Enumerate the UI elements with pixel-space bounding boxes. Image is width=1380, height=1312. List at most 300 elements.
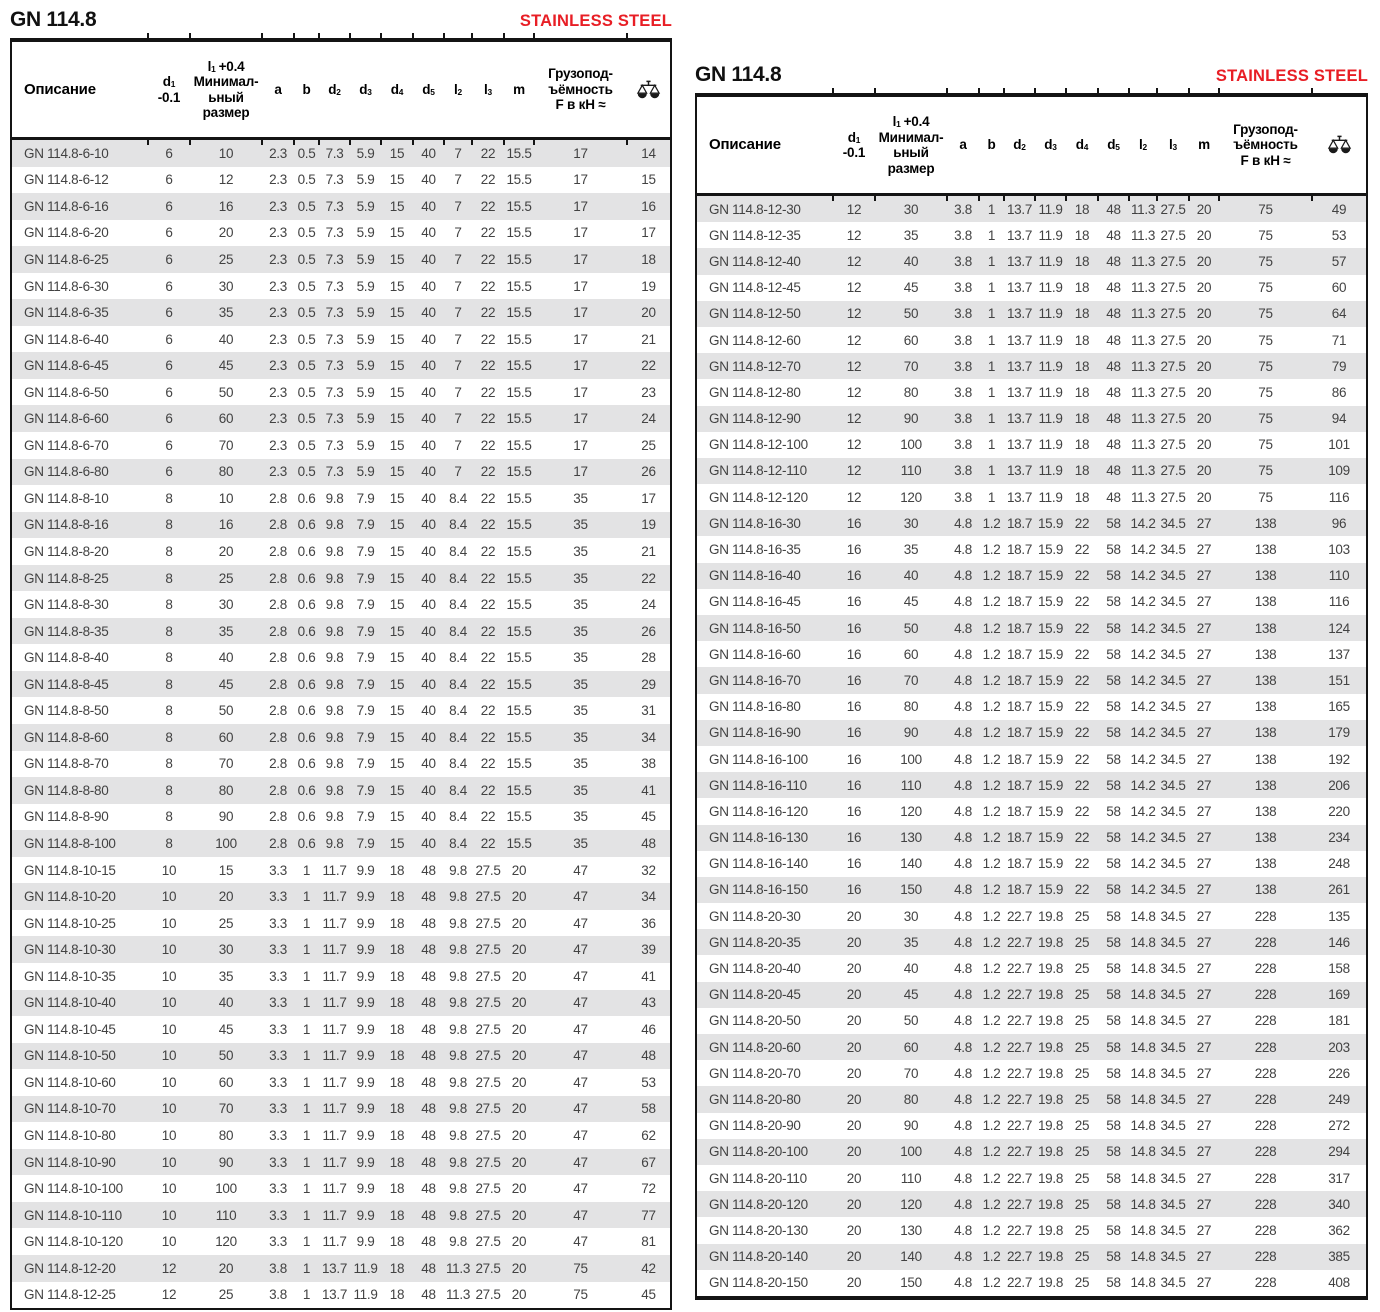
value-cell: 23 <box>641 384 656 400</box>
value-cell: 16 <box>846 515 862 531</box>
value-cell: 6 <box>165 172 173 188</box>
value-cell: 0.6 <box>297 782 316 798</box>
table-row <box>697 772 1366 798</box>
part-number-cell: GN 114.8-8-90 <box>24 809 109 825</box>
col-header-l2: $l_2$ <box>1129 97 1157 193</box>
value-cell: 8.4 <box>449 676 467 692</box>
value-cell: 75 <box>1258 411 1273 427</box>
value-cell: 22 <box>480 145 496 161</box>
value-cell: 22 <box>480 490 496 506</box>
value-cell: 109 <box>1328 463 1350 479</box>
part-number-cell: GN 114.8-12-100 <box>709 437 808 453</box>
value-cell: 80 <box>903 699 919 715</box>
table-row <box>12 883 670 910</box>
value-cell: 10 <box>161 1021 177 1037</box>
value-cell: 75 <box>1258 280 1273 296</box>
table-row <box>12 724 670 751</box>
value-cell: 7 <box>454 437 462 453</box>
value-cell: 12 <box>161 1287 177 1303</box>
table-body <box>697 196 1366 1296</box>
value-cell: 3.3 <box>269 1128 287 1143</box>
value-cell: 62 <box>641 1128 656 1143</box>
value-cell: 48 <box>1106 253 1121 269</box>
value-cell: 40 <box>421 437 436 453</box>
value-cell: 14.8 <box>1130 1196 1156 1212</box>
value-cell: 14.8 <box>1130 1144 1156 1160</box>
value-cell: 48 <box>421 1287 436 1303</box>
col-header-l3: $l_3$ <box>472 42 504 137</box>
value-cell: 234 <box>1328 830 1350 846</box>
value-cell: 9.8 <box>449 1181 467 1197</box>
value-cell: 100 <box>215 1181 237 1197</box>
value-cell: 20 <box>511 1154 527 1170</box>
value-cell: 13.7 <box>1006 384 1033 400</box>
table-row <box>697 1139 1366 1165</box>
part-number-cell: GN 114.8-12-70 <box>709 358 801 374</box>
part-number-cell: GN 114.8-10-100 <box>24 1181 123 1197</box>
value-cell: 2.3 <box>269 411 287 427</box>
value-cell: 15.5 <box>506 358 532 374</box>
value-cell: 48 <box>421 1048 436 1064</box>
value-cell: 9.8 <box>449 1101 467 1117</box>
value-cell: 25 <box>1074 934 1090 950</box>
part-number-cell: GN 114.8-12-90 <box>709 411 801 427</box>
value-cell: 34.5 <box>1160 594 1186 610</box>
value-cell: 35 <box>903 227 919 243</box>
part-number-cell: GN 114.8-10-90 <box>24 1154 116 1170</box>
value-cell: 25 <box>1074 1013 1090 1029</box>
value-cell: 7.3 <box>325 198 344 214</box>
value-cell: 18.7 <box>1006 542 1033 558</box>
value-cell: 14.8 <box>1130 1222 1156 1238</box>
value-cell: 40 <box>421 835 436 851</box>
value-cell: 14.2 <box>1130 803 1156 819</box>
value-cell: 181 <box>1328 1013 1350 1029</box>
value-cell: 9.8 <box>449 862 467 878</box>
value-cell: 9.9 <box>356 1181 375 1197</box>
value-cell: 15.9 <box>1037 699 1064 715</box>
value-cell: 0.6 <box>297 729 316 745</box>
value-cell: 19 <box>641 517 656 533</box>
value-cell: 15 <box>389 464 405 480</box>
part-number-cell: GN 114.8-6-20 <box>24 225 109 241</box>
value-cell: 1 <box>302 968 311 984</box>
value-cell: 7.9 <box>356 517 375 533</box>
value-cell: 6 <box>165 278 173 294</box>
value-cell: 5.9 <box>356 278 375 294</box>
table-row <box>12 1228 670 1255</box>
value-cell: 3.3 <box>269 1074 287 1090</box>
value-cell: 14.8 <box>1130 961 1156 977</box>
value-cell: 15 <box>389 835 405 851</box>
part-number-cell: GN 114.8-10-50 <box>24 1048 116 1064</box>
part-number-cell: GN 114.8-6-80 <box>24 464 109 480</box>
value-cell: 15.5 <box>506 517 532 533</box>
value-cell: 15 <box>389 251 405 267</box>
table-row <box>12 591 670 618</box>
value-cell: 120 <box>900 489 922 505</box>
value-cell: 13.7 <box>1006 201 1033 217</box>
value-cell: 27 <box>1196 751 1212 767</box>
value-cell: 34.5 <box>1160 751 1186 767</box>
value-cell: 15.5 <box>506 145 532 161</box>
value-cell: 11.3 <box>445 1260 471 1276</box>
col-header-load-capacity: Грузопод- ъёмность F в кН ≈ <box>1219 97 1312 193</box>
value-cell: 138 <box>1254 542 1277 558</box>
value-cell: 40 <box>421 543 436 559</box>
value-cell: 34 <box>641 729 656 745</box>
value-cell: 5.9 <box>356 331 375 347</box>
value-cell: 19.8 <box>1037 1170 1064 1186</box>
value-cell: 18.7 <box>1006 882 1033 898</box>
part-number-cell: GN 114.8-8-70 <box>24 756 109 772</box>
value-cell: 150 <box>900 882 922 898</box>
value-cell: 60 <box>903 646 919 662</box>
value-cell: 2.3 <box>269 198 287 214</box>
value-cell: 1.2 <box>982 568 1001 584</box>
value-cell: 22 <box>480 729 496 745</box>
value-cell: 48 <box>421 968 436 984</box>
value-cell: 26 <box>641 464 656 480</box>
table-header-row <box>12 42 670 140</box>
value-cell: 58 <box>641 1101 656 1117</box>
value-cell: 79 <box>1331 358 1347 374</box>
value-cell: 15 <box>389 437 405 453</box>
value-cell: 228 <box>1254 987 1277 1003</box>
table-row <box>12 1096 670 1123</box>
value-cell: 0.6 <box>297 597 316 613</box>
value-cell: 27.5 <box>475 1021 501 1037</box>
value-cell: 40 <box>218 995 234 1011</box>
value-cell: 48 <box>421 1154 436 1170</box>
col-header-m: m <box>1189 97 1219 193</box>
value-cell: 0.5 <box>297 411 316 427</box>
value-cell: 1 <box>987 463 996 479</box>
value-cell: 18 <box>1074 306 1090 322</box>
value-cell: 15.9 <box>1037 515 1064 531</box>
value-cell: 40 <box>903 961 919 977</box>
value-cell: 40 <box>421 305 436 321</box>
value-cell: 103 <box>1328 542 1350 558</box>
value-cell: 15 <box>389 225 405 241</box>
value-cell: 15.9 <box>1037 568 1064 584</box>
value-cell: 3.8 <box>954 280 972 296</box>
value-cell: 15 <box>389 676 405 692</box>
value-cell: 27 <box>1196 856 1212 872</box>
value-cell: 48 <box>421 862 436 878</box>
value-cell: 27.5 <box>475 1101 501 1117</box>
table-row <box>697 196 1366 222</box>
value-cell: 18.7 <box>1006 515 1033 531</box>
value-cell: 41 <box>641 968 656 984</box>
value-cell: 80 <box>903 1091 919 1107</box>
table-row <box>697 798 1366 824</box>
value-cell: 50 <box>218 703 234 719</box>
value-cell: 58 <box>1106 1196 1121 1212</box>
value-cell: 16 <box>846 777 862 793</box>
value-cell: 40 <box>421 729 436 745</box>
value-cell: 19.8 <box>1037 1196 1064 1212</box>
value-cell: 14.8 <box>1130 934 1156 950</box>
part-number-cell: GN 114.8-8-35 <box>24 623 109 639</box>
col-header-d2: $d_2$ <box>1004 97 1035 193</box>
value-cell: 0.5 <box>297 464 316 480</box>
value-cell: 9.8 <box>449 1048 467 1064</box>
value-cell: 179 <box>1328 725 1350 741</box>
value-cell: 16 <box>218 517 234 533</box>
value-cell: 25 <box>1074 1222 1090 1238</box>
value-cell: 7.3 <box>325 172 344 188</box>
value-cell: 20 <box>511 1207 527 1223</box>
value-cell: 18 <box>389 995 405 1011</box>
value-cell: 35 <box>573 517 588 533</box>
value-cell: 11.3 <box>1130 463 1156 479</box>
value-cell: 1.2 <box>982 856 1001 872</box>
value-cell: 10 <box>161 862 177 878</box>
value-cell: 15 <box>389 809 405 825</box>
value-cell: 137 <box>1328 646 1350 662</box>
value-cell: 8 <box>165 490 173 506</box>
table-row <box>12 804 670 831</box>
col-header-a: a <box>947 97 979 193</box>
value-cell: 20 <box>1196 384 1212 400</box>
value-cell: 1.2 <box>982 1118 1001 1134</box>
value-cell: 15.9 <box>1037 646 1064 662</box>
value-cell: 1.2 <box>982 1196 1001 1212</box>
value-cell: 30 <box>903 515 919 531</box>
value-cell: 2.8 <box>269 782 287 798</box>
value-cell: 135 <box>1328 908 1350 924</box>
value-cell: 47 <box>573 915 588 931</box>
value-cell: 9.8 <box>325 650 344 666</box>
value-cell: 0.6 <box>297 570 316 586</box>
value-cell: 12 <box>846 489 862 505</box>
table-row <box>12 1016 670 1043</box>
value-cell: 19.8 <box>1037 1065 1064 1081</box>
value-cell: 4.8 <box>954 803 972 819</box>
value-cell: 34.5 <box>1160 777 1186 793</box>
table-row <box>697 458 1366 484</box>
value-cell: 3.3 <box>269 1021 287 1037</box>
col-header-l1-min-size: $l_1 +0.4$ Минимал- ьный размер <box>190 42 262 137</box>
value-cell: 75 <box>1258 306 1273 322</box>
value-cell: 18 <box>389 915 405 931</box>
value-cell: 7 <box>454 225 462 241</box>
value-cell: 8 <box>165 782 173 798</box>
table-row <box>697 589 1366 615</box>
value-cell: 9.8 <box>325 517 344 533</box>
value-cell: 140 <box>900 1249 922 1265</box>
table-row <box>12 963 670 990</box>
part-number-cell: GN 114.8-6-45 <box>24 358 109 374</box>
value-cell: 0.5 <box>297 198 316 214</box>
value-cell: 14.2 <box>1130 594 1156 610</box>
value-cell: 5.9 <box>356 464 375 480</box>
value-cell: 22.7 <box>1006 1196 1033 1212</box>
part-number-cell: GN 114.8-12-120 <box>709 489 808 505</box>
value-cell: 34.5 <box>1160 1170 1186 1186</box>
value-cell: 27.5 <box>1160 280 1186 296</box>
value-cell: 22 <box>480 623 496 639</box>
table-row <box>697 667 1366 693</box>
value-cell: 17 <box>573 172 588 188</box>
value-cell: 22.7 <box>1006 1118 1033 1134</box>
col-header-weight <box>1312 97 1366 193</box>
value-cell: 48 <box>641 835 656 851</box>
value-cell: 27.5 <box>1160 384 1186 400</box>
value-cell: 20 <box>218 543 234 559</box>
value-cell: 100 <box>900 751 922 767</box>
value-cell: 12 <box>846 411 862 427</box>
value-cell: 20 <box>511 1074 527 1090</box>
value-cell: 18 <box>1074 489 1090 505</box>
value-cell: 1 <box>987 306 996 322</box>
value-cell: 29 <box>641 676 656 692</box>
value-cell: 7.9 <box>356 650 375 666</box>
value-cell: 11.9 <box>1038 201 1063 217</box>
value-cell: 1 <box>302 942 311 958</box>
part-number-cell: GN 114.8-20-35 <box>709 934 801 950</box>
value-cell: 3.3 <box>269 862 287 878</box>
value-cell: 22.7 <box>1006 1039 1033 1055</box>
value-cell: 43 <box>641 995 656 1011</box>
value-cell: 80 <box>218 464 234 480</box>
value-cell: 27 <box>1196 1144 1212 1160</box>
value-cell: 75 <box>1258 332 1273 348</box>
value-cell: 11.3 <box>1130 332 1156 348</box>
table-row <box>697 825 1366 851</box>
table-row <box>12 777 670 804</box>
value-cell: 90 <box>903 1118 919 1134</box>
value-cell: 27.5 <box>475 968 501 984</box>
table-row <box>12 671 670 698</box>
value-cell: 47 <box>573 1207 588 1223</box>
value-cell: 6 <box>165 331 173 347</box>
value-cell: 1 <box>302 1021 311 1037</box>
value-cell: 40 <box>421 384 436 400</box>
value-cell: 58 <box>1106 646 1121 662</box>
value-cell: 77 <box>641 1207 656 1223</box>
value-cell: 11.3 <box>1130 253 1156 269</box>
table-row <box>12 1043 670 1070</box>
value-cell: 94 <box>1331 411 1347 427</box>
value-cell: 0.5 <box>297 225 316 241</box>
value-cell: 1 <box>987 332 996 348</box>
value-cell: 20 <box>1196 306 1212 322</box>
value-cell: 1 <box>987 201 996 217</box>
value-cell: 22 <box>480 809 496 825</box>
value-cell: 14.2 <box>1130 777 1156 793</box>
table-row <box>697 1034 1366 1060</box>
table-row <box>12 220 670 247</box>
value-cell: 22 <box>480 782 496 798</box>
value-cell: 16 <box>846 594 862 610</box>
value-cell: 1.2 <box>982 1249 1001 1265</box>
value-cell: 1 <box>302 915 311 931</box>
value-cell: 1 <box>302 889 311 905</box>
value-cell: 11.9 <box>1038 358 1063 374</box>
table-row <box>697 510 1366 536</box>
value-cell: 58 <box>1106 515 1121 531</box>
value-cell: 72 <box>641 1181 656 1197</box>
value-cell: 19.8 <box>1037 908 1064 924</box>
value-cell: 20 <box>511 1128 527 1143</box>
value-cell: 20 <box>1196 227 1212 243</box>
value-cell: 10 <box>161 915 177 931</box>
value-cell: 7.3 <box>325 358 344 374</box>
value-cell: 158 <box>1328 961 1350 977</box>
value-cell: 35 <box>218 305 234 321</box>
part-number-cell: GN 114.8-10-60 <box>24 1074 116 1090</box>
value-cell: 1.2 <box>982 620 1001 636</box>
value-cell: 19.8 <box>1037 1118 1064 1134</box>
value-cell: 14.2 <box>1130 856 1156 872</box>
value-cell: 1.2 <box>982 1039 1001 1055</box>
value-cell: 2.3 <box>269 278 287 294</box>
value-cell: 4.8 <box>954 777 972 793</box>
value-cell: 20 <box>218 1260 234 1276</box>
value-cell: 3.3 <box>269 1154 287 1170</box>
value-cell: 9.8 <box>449 1074 467 1090</box>
value-cell: 146 <box>1328 934 1350 950</box>
value-cell: 22 <box>1074 777 1090 793</box>
value-cell: 47 <box>573 968 588 984</box>
part-number-cell: GN 114.8-12-80 <box>709 384 801 400</box>
part-number-cell: GN 114.8-6-60 <box>24 411 109 427</box>
value-cell: 27.5 <box>475 1048 501 1064</box>
col-header-b: b <box>979 97 1004 193</box>
value-cell: 17 <box>573 278 588 294</box>
value-cell: 18.7 <box>1006 856 1033 872</box>
value-cell: 2.8 <box>269 543 287 559</box>
value-cell: 100 <box>900 437 922 453</box>
table-row <box>12 1069 670 1096</box>
value-cell: 7.3 <box>325 437 344 453</box>
value-cell: 80 <box>218 1128 234 1143</box>
value-cell: 22.7 <box>1006 1013 1033 1029</box>
value-cell: 27 <box>1196 1013 1212 1029</box>
value-cell: 15.5 <box>506 729 532 745</box>
value-cell: 22 <box>480 251 496 267</box>
value-cell: 20 <box>846 1013 862 1029</box>
value-cell: 18 <box>1074 201 1090 217</box>
value-cell: 3.8 <box>954 411 972 427</box>
table-row <box>12 857 670 884</box>
value-cell: 18.7 <box>1006 751 1033 767</box>
part-number-cell: GN 114.8-8-16 <box>24 517 109 533</box>
value-cell: 151 <box>1328 672 1350 688</box>
value-cell: 10 <box>161 889 177 905</box>
value-cell: 41 <box>641 782 656 798</box>
spec-table <box>695 93 1368 1300</box>
value-cell: 11.3 <box>1130 306 1156 322</box>
value-cell: 27 <box>1196 515 1212 531</box>
value-cell: 9.9 <box>356 1101 375 1117</box>
value-cell: 18 <box>1074 463 1090 479</box>
value-cell: 110 <box>900 463 922 479</box>
value-cell: 34.5 <box>1160 646 1186 662</box>
value-cell: 1.2 <box>982 1275 1001 1291</box>
value-cell: 1 <box>987 437 996 453</box>
value-cell: 8 <box>165 650 173 666</box>
value-cell: 9.8 <box>325 835 344 851</box>
value-cell: 9.8 <box>325 543 344 559</box>
value-cell: 1 <box>987 384 996 400</box>
table-row <box>12 538 670 565</box>
table-row <box>697 1113 1366 1139</box>
value-cell: 18.7 <box>1006 699 1033 715</box>
value-cell: 340 <box>1328 1196 1350 1212</box>
